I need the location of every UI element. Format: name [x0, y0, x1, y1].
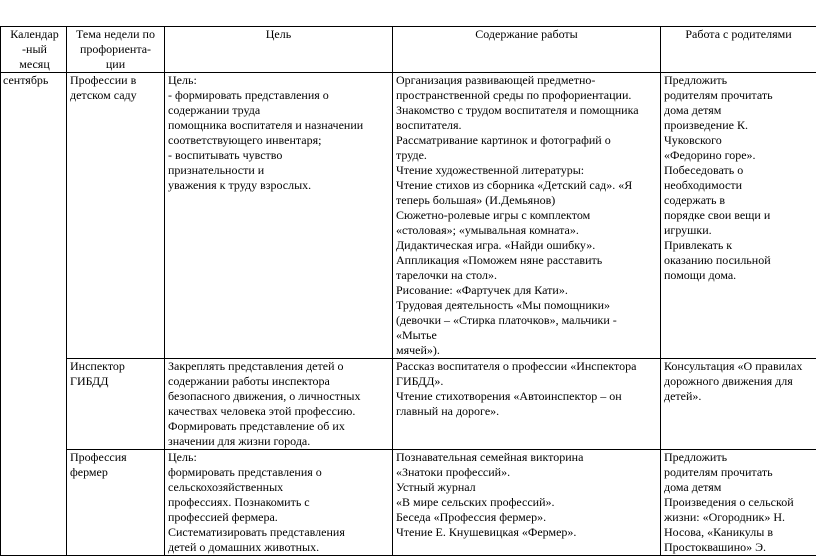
- parents-cell: Консультация «О правилах дорожного движения для детей».: [661, 359, 816, 450]
- goal-cell: Цель: формировать представления о сельскохозяйственных профессиях. Познакомить с профессией фермера. Систематизировать представления детей о домашних животных.: [165, 450, 393, 556]
- header-month: Календар -ный месяц: [1, 27, 67, 73]
- topic-cell: Профессия фермер: [67, 450, 165, 556]
- parents-cell: Предложить родителям прочитать дома детям Произведения о сельской жизни: «Огородник» Н. Носова, «Каникулы в Простоквашино» Э.: [661, 450, 816, 556]
- table-row: [1, 450, 816, 556]
- content-cell: Познавательная семейная викторина «Знатоки профессий». Устный журнал «В мире сельских профессий». Беседа «Профессия фермер». Чтение Е. Кнушевицкая «Фермер».: [393, 450, 661, 556]
- goal-cell: Закреплять представления детей о содержании работы инспектора безопасного движения, о личностных качествах человека этой профессию. Формировать представление об их значении для жизни города.: [165, 359, 393, 450]
- header-topic: Тема недели по профориента- ции: [67, 27, 165, 73]
- topic-cell: Инспектор ГИБДД: [67, 359, 165, 450]
- content-cell: Организация развивающей предметно- пространственной среды по профориентации. Знакомство с трудом воспитателя и помощника воспитателя. Рассматривание картинок и фотографий о труде. Чтение художественной литературы: Чтение стихов из сборника «Детский сад». «Я теперь большая» (И.Демьянов) Сюжетно-ролевые игры с комплектом «столовая»; «умывальная комната». Дидактическая игра. «Найди ошибку». Аппликация «Поможем няне расставить тарелочки на стол». Рисование: «Фартучек для Кати». Трудовая деятельность «Мы помощники» (девочки – «Стирка платочков», мальчики - «Мытье мячей»).: [393, 73, 661, 359]
- header-goal: Цель: [165, 27, 393, 73]
- document-page: [0, 26, 816, 556]
- content-cell: Рассказ воспитателя о профессии «Инспектора ГИБДД». Чтение стихотворения «Автоинспектор – он главный на дороге».: [393, 359, 661, 450]
- header-content: Содержание работы: [393, 27, 661, 73]
- topic-cell: Профессии в детском саду: [67, 73, 165, 359]
- table-row: [1, 73, 816, 359]
- month-cell: сентябрь: [1, 73, 67, 556]
- table-row: [1, 359, 816, 450]
- header-row: [1, 27, 816, 73]
- goal-cell: Цель: - формировать представления о содержании труда помощника воспитателя и назначении соответствующего инвентаря; - воспитывать чувство признательности и уважения к труду взрослых.: [165, 73, 393, 359]
- career-guidance-plan-table: [0, 26, 816, 556]
- header-parents: Работа с родителями: [661, 27, 816, 73]
- parents-cell: Предложить родителям прочитать дома детям произведение К. Чуковского «Федорино горе». Побеседовать о необходимости содержать в порядке свои вещи и игрушки. Привлекать к оказанию посильной помощи дома.: [661, 73, 816, 359]
